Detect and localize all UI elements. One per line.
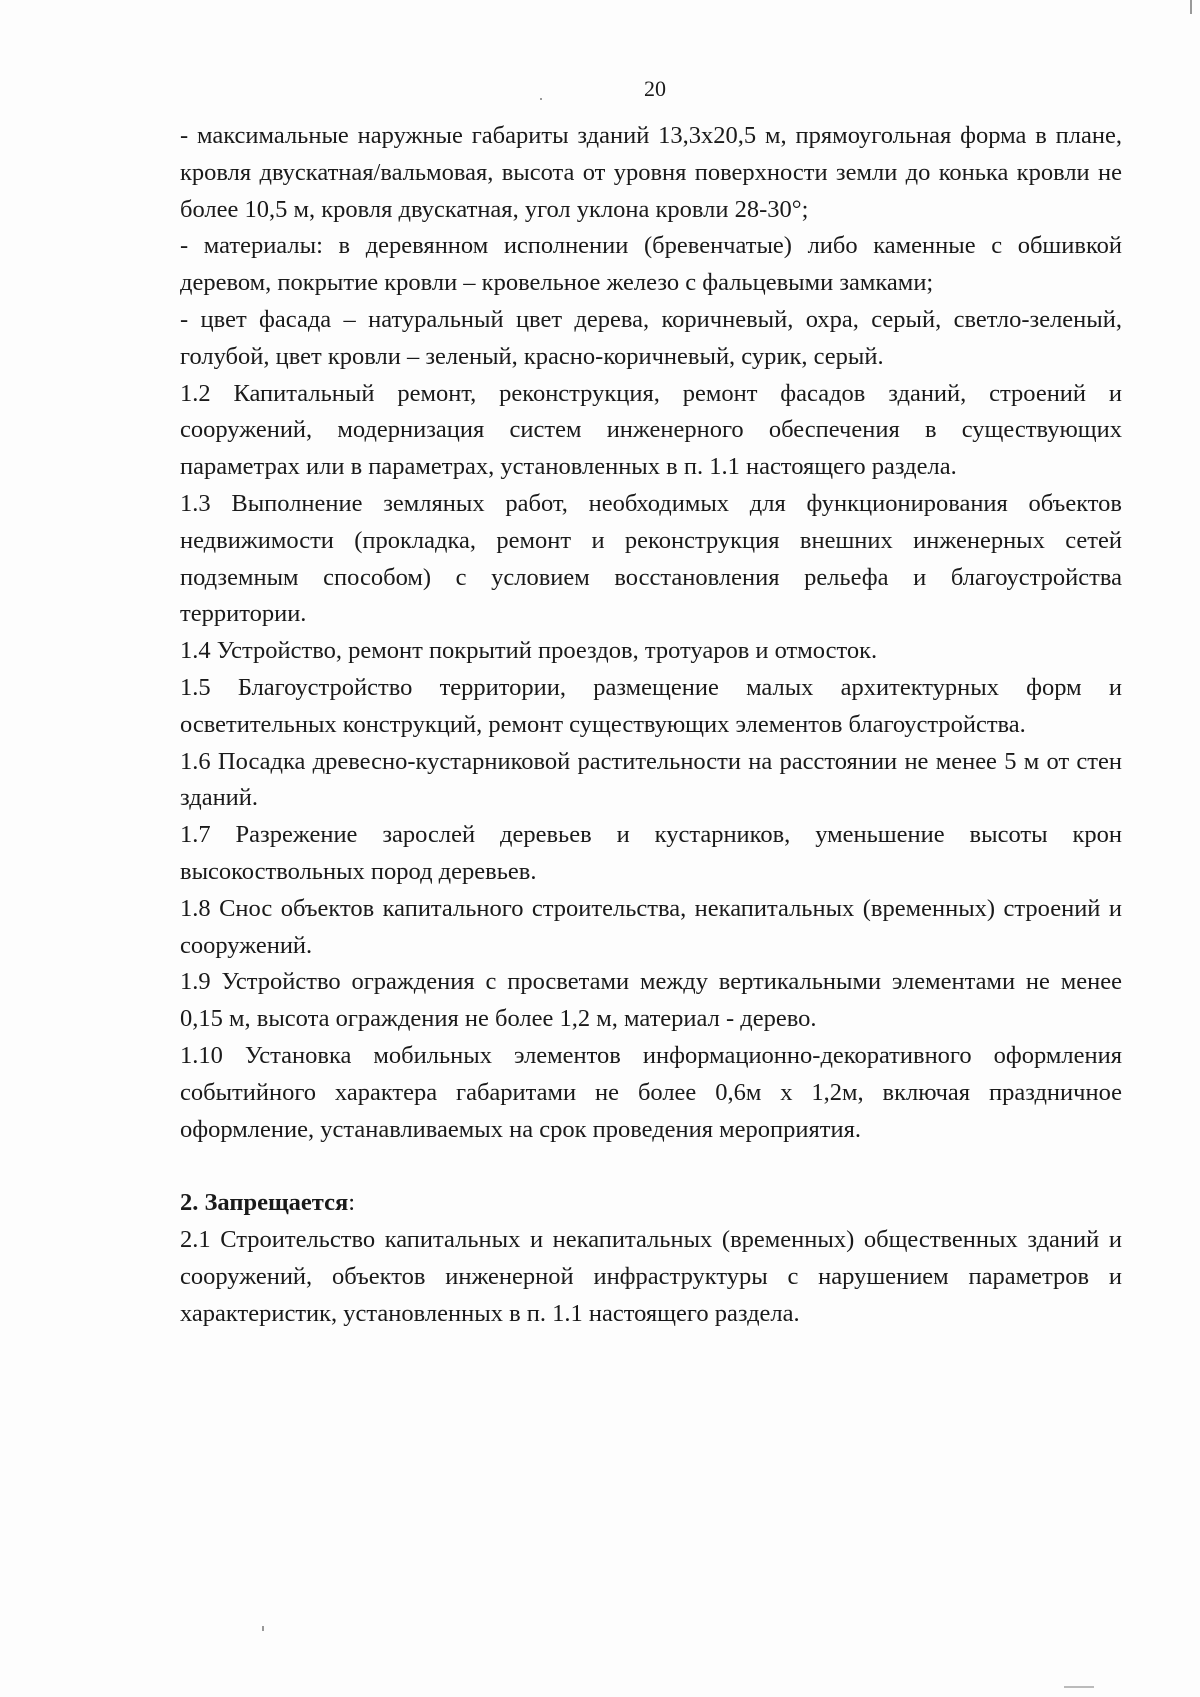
paragraph-1-2: 1.2 Капитальный ремонт, реконструкция, ремонт фасадов зданий, строений и сооружений, модернизация систем инженерного обеспечения в существующих параметрах или в параметрах, установленных в п. 1.1 настоящего раздела. [180, 379, 1122, 481]
paragraph-1-7: 1.7 Разрежение зарослей деревьев и кустарников, уменьшение высоты крон высокоствольных пород деревьев. [180, 821, 1122, 885]
page-number: 20 [644, 76, 666, 101]
paragraph-1-5: 1.5 Благоустройство территории, размещение малых архитектурных форм и осветительных конструкций, ремонт существующих элементов благоустройства. [180, 673, 1122, 738]
document-body [180, 118, 1122, 1333]
paragraph-1-4: 1.4 Устройство, ремонт покрытий проездов, тротуаров и отмосток. [180, 637, 878, 665]
paragraph-1-8: 1.8 Снос объектов капитального строительства, некапитальных (временных) строений и сооружений. [180, 894, 1122, 959]
paragraph-materials: - материалы: в деревянном исполнении (бревенчатые) либо каменные с обшивкой деревом, покрытие кровли – кровельное железо с фальцевыми замками; [180, 232, 1122, 297]
paragraph-1-3: 1.3 Выполнение земляных работ, необходимых для функционирования объектов недвижимости (прокладка, ремонт и реконструкция внешних инженерных сетей подземным способом) с условием восстановления рельефа и благоустройства территории. [180, 489, 1122, 628]
paragraph-facade-color: - цвет фасада – натуральный цвет дерева, коричневый, охра, серый, светло-зеленый, голубой, цвет кровли – зеленый, красно-коричневый, сурик, серый. [180, 305, 1122, 370]
scan-edge-mark [1190, 0, 1192, 14]
scan-edge-mark [1064, 1686, 1094, 1688]
paragraph-1-10: 1.10 Установка мобильных элементов информационно-декоративного оформления событийного характера габаритами не более 0,6м х 1,2м, включая праздничное оформление, устанавливаемых на срок проведения мероприятия. [180, 1041, 1122, 1143]
section-2-heading-text: 2. Запрещается [180, 1189, 349, 1217]
paragraph-1-9: 1.9 Устройство ограждения с просветами между вертикальными элементами не менее 0,15 м, высота ограждения не более 1,2 м, материал - дерево. [180, 968, 1122, 1033]
section-2-heading-colon: : [348, 1189, 356, 1217]
scan-speck [540, 98, 542, 100]
section-2-heading [180, 1185, 1122, 1222]
paragraph-2-1: 2.1 Строительство капитальных и некапитальных (временных) общественных зданий и сооружений, объектов инженерной инфраструктуры с нарушением параметров и характеристик, установленных в п. 1.1 настоящего раздела. [180, 1226, 1122, 1327]
scan-speck [262, 1626, 264, 1631]
paragraph-dimensions: - максимальные наружные габариты зданий 13,3х20,5 м, прямоугольная форма в плане, кровля двускатная/вальмовая, высота от уровня поверхности земли до конька кровли не более 10,5 м, кровля двускатная, угол уклона кровли 28-30°; [180, 122, 1122, 223]
paragraph-1-6: 1.6 Посадка древесно-кустарниковой растительности на расстоянии не менее 5 м от стен зданий. [180, 747, 1122, 812]
